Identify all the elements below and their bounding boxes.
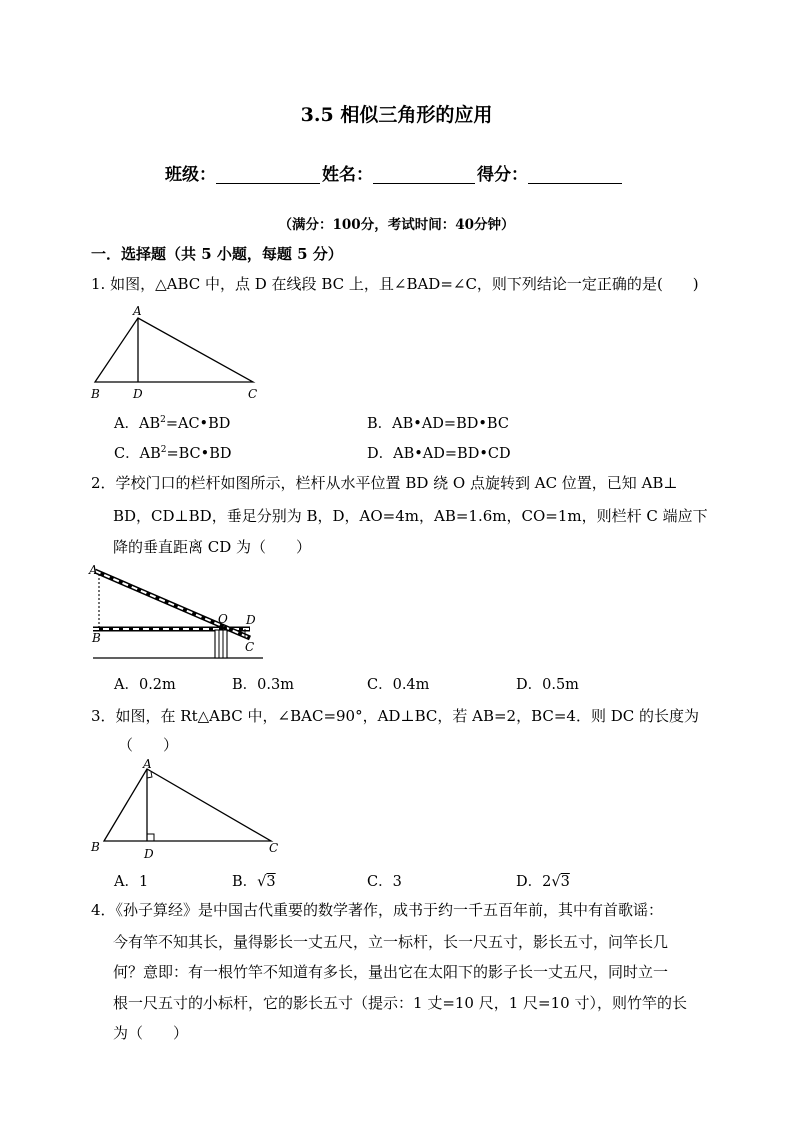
q4-line-1: 4．《孙子算经》是中国古代重要的数学著作，成书于约一千五百年前，其中有首歌谣： (91, 901, 664, 919)
q3-label-c: C (269, 841, 279, 855)
score-label: 得分： (477, 165, 528, 185)
q3-right-angle-a (147, 772, 152, 778)
q1-label-a: A (133, 304, 142, 318)
name-blank (373, 165, 475, 184)
q2-line-1: 2．学校门口的栏杆如图所示，栏杆从水平位置 BD 绕 O 点旋转到 AC 位置，已知 AB⊥ (91, 474, 678, 492)
q3-option-d[interactable]: D．2√3 (516, 874, 570, 890)
q2-pivot-o (223, 626, 227, 630)
q4-line-4: 根一尺五寸的小标杆，它的影长五寸（提示：1 丈=10 尺，1 尺=10 寸），则竹竿的长 (113, 994, 687, 1012)
q2-label-b: B (92, 631, 101, 645)
exam-note: （满分：100分，考试时间：40分钟） (278, 217, 515, 233)
q2-option-a[interactable]: A．0.2m (114, 677, 176, 693)
q3-line-2: （ ） (118, 736, 179, 754)
q3-triangle (104, 769, 271, 841)
student-info-line (165, 160, 624, 185)
class-blank (216, 165, 320, 184)
q4-line-2: 今有竿不知其长，量得影长一丈五尺，立一标杆，长一尺五寸，影长五寸，问竿长几 (113, 933, 669, 951)
page-title: 3.5 相似三角形的应用 (300, 104, 493, 126)
q1-figure (85, 302, 275, 402)
q4-line-5: 为（ ） (113, 1024, 189, 1042)
name-label: 姓名： (322, 165, 373, 185)
q2-line-2: BD，CD⊥BD，垂足分别为 B，D，AO=4m，AB=1.6m，CO=1m，则栏杆 C 端应下 (113, 507, 708, 525)
q2-label-o: O (218, 612, 228, 626)
class-label: 班级： (165, 165, 216, 185)
score-blank (528, 165, 622, 184)
q3-option-c[interactable]: C．3 (367, 874, 402, 890)
q2-label-a: A (89, 563, 98, 577)
q3-label-a: A (143, 757, 152, 771)
q2-label-c: C (245, 640, 255, 654)
q1-label-b: B (91, 387, 100, 401)
q3-option-b[interactable]: B．√3 (232, 874, 276, 890)
q1-option-a[interactable]: A．$AB^2=AC•BD$ (114, 415, 231, 432)
q2-post (215, 630, 227, 658)
section-title: 一．选择题（共 5 小题，每题 5 分） (91, 245, 343, 263)
q3-line-1: 3．如图，在 Rt△ABC 中，∠BAC=90°，AD⊥BC，若 AB=2，BC=4．则 DC 的长度为 (91, 707, 700, 725)
q3-label-d: D (144, 847, 154, 861)
q1-triangle (95, 318, 253, 382)
q3-option-a[interactable]: A．1 (114, 874, 149, 890)
q2-option-d[interactable]: D．0.5m (516, 677, 579, 693)
q1-option-d[interactable]: D．AB•AD=BD•CD (367, 446, 511, 462)
q2-line-3: 降的垂直距离 CD 为（ ） (113, 538, 312, 556)
q1-option-b[interactable]: B．AB•AD=BD•BC (367, 416, 509, 432)
q2-label-d: D (246, 613, 256, 627)
q1-option-c[interactable]: C．$AB^2=BC•BD$ (114, 445, 232, 462)
q3-right-angle-d (147, 834, 154, 841)
q2-figure (85, 560, 270, 665)
q1-stem: 1. 如图，△ABC 中，点 D 在线段 BC 上，且∠BAD=∠C，则下列结论一定正确的是( ) (91, 275, 699, 293)
q3-label-b: B (91, 840, 100, 854)
q2-option-b[interactable]: B．0.3m (232, 677, 294, 693)
q1-label-d: D (133, 387, 143, 401)
q4-line-3: 何？意即：有一根竹竿不知道有多长，量出它在太阳下的影子长一丈五尺，同时立一 (113, 963, 669, 981)
q2-option-c[interactable]: C．0.4m (367, 677, 430, 693)
q1-label-c: C (248, 387, 258, 401)
q3-figure (88, 756, 288, 862)
